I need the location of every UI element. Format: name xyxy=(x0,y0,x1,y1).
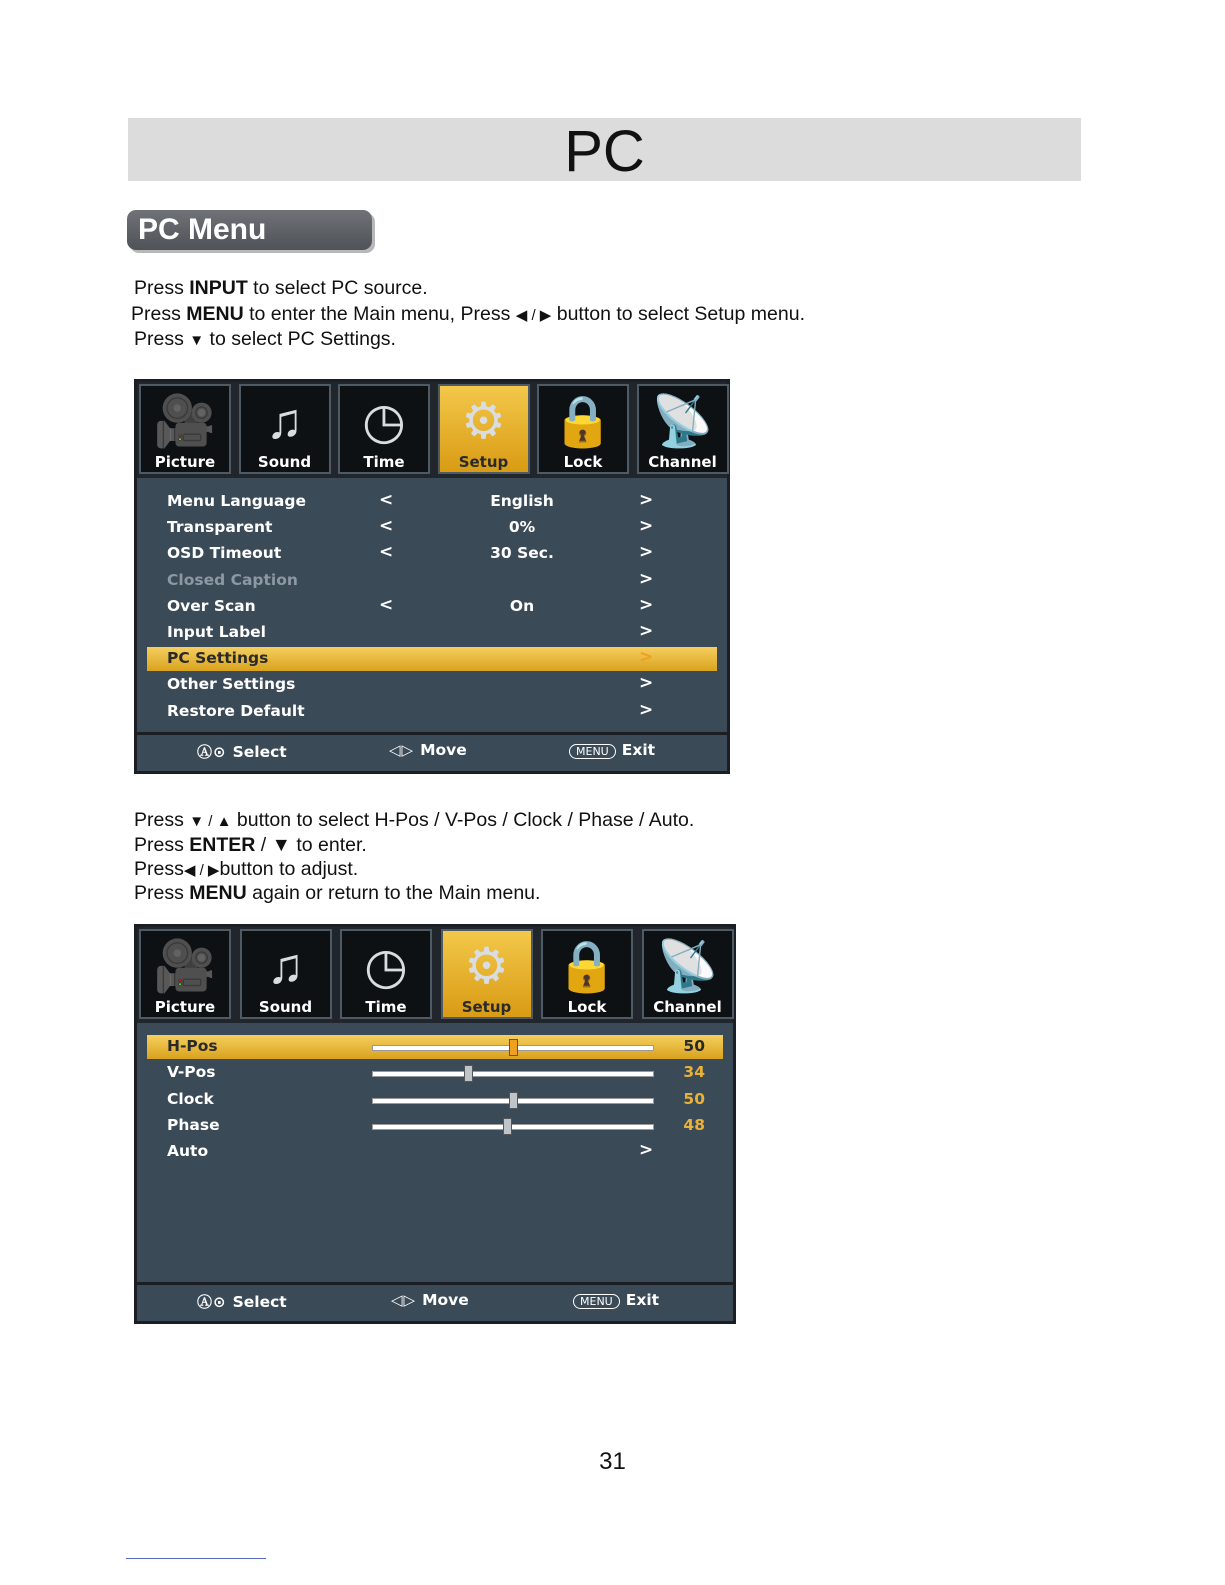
tab-time[interactable] xyxy=(338,384,430,474)
tab-label: Time xyxy=(363,453,405,471)
music-note-icon: ♫ xyxy=(265,393,304,449)
tab-picture[interactable] xyxy=(139,384,231,474)
menu-item[interactable] xyxy=(147,542,717,566)
slider-value: 50 xyxy=(683,1037,705,1055)
footer-exit: MENU Exit xyxy=(573,1291,659,1309)
section-heading xyxy=(127,210,372,250)
page-title: PC xyxy=(564,119,645,184)
up-down-arrow-icon: ▼ / ▲ xyxy=(189,813,232,830)
tab-label: Lock xyxy=(563,453,603,471)
menu-item-label: H-Pos xyxy=(167,1037,218,1055)
slider-handle[interactable] xyxy=(503,1118,512,1135)
tab-label: Picture xyxy=(154,453,216,471)
satellite-dish-icon: 📡 xyxy=(656,938,719,994)
menu-button-icon: MENU xyxy=(573,1294,620,1309)
menu-item-value: 0% xyxy=(508,518,536,537)
menu-item[interactable] xyxy=(147,1140,723,1164)
menu-item[interactable] xyxy=(147,490,717,514)
chevron-left-icon[interactable]: < xyxy=(379,516,394,537)
footer-select: Ⓐ⊙ Select xyxy=(197,743,287,761)
menu-item-label: Auto xyxy=(167,1142,209,1161)
padlock-icon: 🔒 xyxy=(555,938,619,994)
slider-track[interactable] xyxy=(372,1098,654,1104)
menu-item-label: V-Pos xyxy=(167,1063,216,1082)
instruction-line: Press◀ / ▶button to adjust. xyxy=(134,858,359,880)
padlock-icon: 🔒 xyxy=(551,393,615,449)
chevron-right-icon[interactable]: > xyxy=(639,699,654,720)
tab-channel[interactable] xyxy=(642,929,734,1019)
menu-item[interactable] xyxy=(147,1088,723,1112)
menu-item-label: Phase xyxy=(167,1115,220,1134)
instruction-line: Press INPUT to select PC source. xyxy=(134,277,428,299)
left-right-arrow-icon: ◀ / ▶ xyxy=(183,862,220,879)
instruction-line: Press ▼ to select PC Settings. xyxy=(134,328,396,350)
chevron-right-icon[interactable]: > xyxy=(639,568,654,589)
slider-track[interactable] xyxy=(372,1124,654,1130)
slider-track[interactable] xyxy=(372,1045,654,1051)
menu-item-label: Over Scan xyxy=(167,596,256,615)
menu-item-label: Clock xyxy=(167,1089,214,1108)
menu-item[interactable] xyxy=(147,1061,723,1085)
up-down-buttons-icon: Ⓐ⊙ xyxy=(197,1293,227,1311)
slider-value: 50 xyxy=(683,1089,705,1108)
tab-label: Setup xyxy=(458,453,509,471)
menu-item-value: On xyxy=(509,596,535,615)
osd-footer xyxy=(137,1282,733,1321)
chevron-right-icon[interactable]: > xyxy=(639,1140,654,1161)
menu-item-label: Input Label xyxy=(167,623,266,641)
menu-item[interactable] xyxy=(147,1035,723,1059)
menu-item[interactable] xyxy=(147,673,717,697)
menu-item-label: PC Settings xyxy=(167,649,269,668)
footer-move: ◁▷ Move xyxy=(389,741,467,759)
footer-move: ◁▷ Move xyxy=(391,1291,469,1309)
menu-item-value: 30 Sec. xyxy=(490,544,554,563)
chevron-right-icon[interactable]: > xyxy=(639,673,654,694)
clock-icon: ◷ xyxy=(362,393,406,449)
menu-item-label: Restore Default xyxy=(167,701,305,720)
slider-track[interactable] xyxy=(372,1071,654,1077)
osd-tab-bar xyxy=(137,382,727,478)
slider-handle[interactable] xyxy=(509,1039,518,1056)
tab-label: Channel xyxy=(653,998,722,1016)
chevron-right-icon[interactable]: > xyxy=(639,542,654,563)
instruction-line: Press MENU again or return to the Main menu. xyxy=(134,882,541,904)
camcorder-icon: 🎥 xyxy=(153,938,217,994)
slider-value: 48 xyxy=(683,1115,705,1134)
menu-item[interactable] xyxy=(147,1114,723,1138)
chevron-right-icon[interactable]: > xyxy=(639,647,654,668)
tools-icon: ⚙ xyxy=(461,393,506,449)
tab-picture[interactable] xyxy=(139,929,231,1019)
chevron-left-icon[interactable]: < xyxy=(379,542,394,563)
slider-handle[interactable] xyxy=(464,1065,473,1082)
chevron-right-icon[interactable]: > xyxy=(639,516,654,537)
osd-pc-settings-menu xyxy=(134,924,736,1324)
music-note-icon: ♫ xyxy=(266,938,305,994)
footnote-rule xyxy=(126,1558,266,1559)
menu-item-label: Closed Caption xyxy=(167,570,298,589)
slider-handle[interactable] xyxy=(509,1092,518,1109)
down-arrow-icon: ▼ xyxy=(189,332,205,349)
tab-label: Time xyxy=(365,998,407,1016)
left-right-buttons-icon: ◁▷ xyxy=(391,1291,417,1309)
page-number: 31 xyxy=(599,1448,626,1475)
up-down-buttons-icon: Ⓐ⊙ xyxy=(197,743,227,761)
menu-item-label: OSD Timeout xyxy=(167,544,282,563)
menu-item[interactable] xyxy=(147,595,717,619)
menu-item[interactable] xyxy=(147,516,717,540)
osd-footer xyxy=(137,732,727,771)
osd-tab-bar xyxy=(137,927,733,1023)
menu-item[interactable] xyxy=(147,621,717,645)
section-title: PC Menu xyxy=(138,213,267,246)
page-header xyxy=(128,118,1081,184)
instruction-line: Press MENU to enter the Main menu, Press ◀ / ▶ button to select Setup menu. xyxy=(131,303,805,325)
tab-setup[interactable] xyxy=(441,929,533,1019)
menu-item[interactable] xyxy=(147,569,717,593)
menu-item[interactable] xyxy=(147,647,717,671)
satellite-dish-icon: 📡 xyxy=(651,393,714,449)
tab-time[interactable] xyxy=(340,929,432,1019)
tab-label: Sound xyxy=(258,998,313,1016)
slider-value: 34 xyxy=(683,1063,705,1082)
camcorder-icon: 🎥 xyxy=(153,393,217,449)
osd-setup-menu xyxy=(134,379,730,774)
instruction-line: Press ▼ / ▲ button to select H-Pos / V-Pos / Clock / Phase / Auto. xyxy=(134,809,695,831)
chevron-right-icon[interactable]: > xyxy=(639,490,654,510)
tools-icon: ⚙ xyxy=(464,938,509,994)
tab-sound[interactable] xyxy=(240,929,332,1019)
tab-label: Channel xyxy=(648,453,717,471)
menu-item-value: English xyxy=(490,492,554,510)
tab-label: Setup xyxy=(461,998,512,1016)
tab-lock[interactable] xyxy=(541,929,633,1019)
tab-lock[interactable] xyxy=(537,384,629,474)
tab-label: Lock xyxy=(567,998,607,1016)
menu-item[interactable] xyxy=(147,700,717,724)
tab-sound[interactable] xyxy=(239,384,331,474)
chevron-right-icon[interactable]: > xyxy=(639,594,654,615)
footer-exit: MENU Exit xyxy=(569,741,655,759)
menu-item-label: Other Settings xyxy=(167,675,296,694)
menu-item-label: Menu Language xyxy=(167,492,306,510)
menu-item-label: Transparent xyxy=(167,518,273,537)
instruction-line: Press ENTER / ▼ to enter. xyxy=(134,834,367,856)
chevron-right-icon[interactable]: > xyxy=(639,621,654,641)
tab-label: Sound xyxy=(257,453,312,471)
tab-setup[interactable] xyxy=(438,384,530,474)
left-right-arrow-icon: ◀ / ▶ xyxy=(515,307,552,324)
clock-icon: ◷ xyxy=(364,938,408,994)
left-right-buttons-icon: ◁▷ xyxy=(389,741,415,759)
menu-button-icon: MENU xyxy=(569,744,616,759)
chevron-left-icon[interactable]: < xyxy=(379,490,394,510)
tab-channel[interactable] xyxy=(637,384,729,474)
footer-select: Ⓐ⊙ Select xyxy=(197,1293,287,1311)
tab-label: Picture xyxy=(154,998,216,1016)
chevron-left-icon[interactable]: < xyxy=(379,594,394,615)
